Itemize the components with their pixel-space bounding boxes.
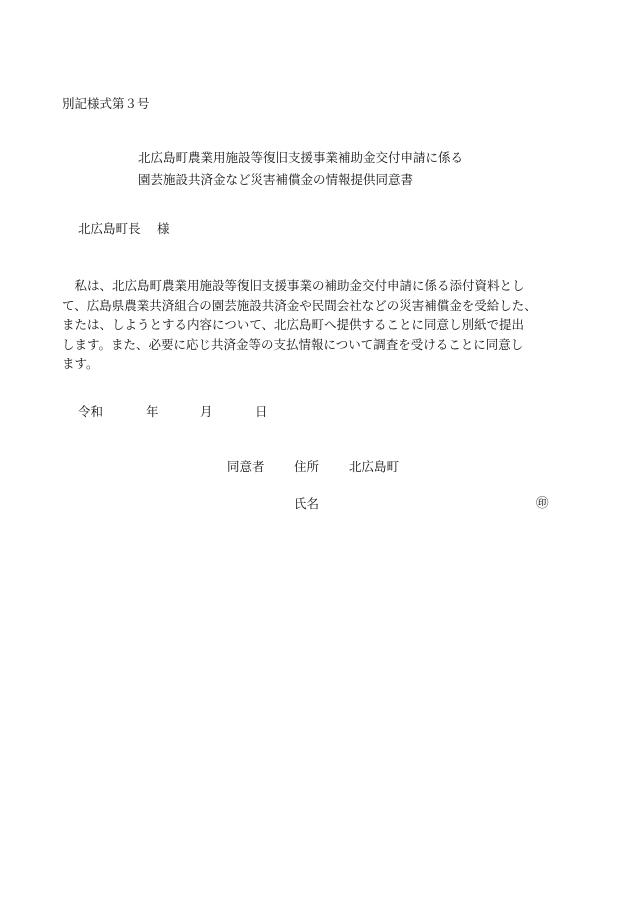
address-value: 北広島町 bbox=[349, 459, 400, 474]
date-month-label: 月 bbox=[200, 404, 213, 419]
document-title-line-2: 園芸施設共済金など災害補償金の情報提供同意書 bbox=[138, 172, 414, 187]
address-label: 住所 bbox=[294, 459, 320, 474]
consenter-label: 同意者 bbox=[227, 459, 265, 474]
body-line: て、広島県農業共済組合の園芸施設共済金や民間会社などの災害補償金を受給した、 bbox=[62, 297, 537, 313]
body-line: ます。 bbox=[62, 356, 99, 371]
seal-mark: ㊞ bbox=[536, 495, 549, 510]
form-number: 別記様式第３号 bbox=[62, 96, 150, 111]
document-title-line-1: 北広島町農業用施設等復旧支援事業補助金交付申請に係る bbox=[138, 150, 464, 165]
date-year-label: 年 bbox=[146, 404, 159, 419]
date-day-label: 日 bbox=[255, 404, 268, 419]
addressee: 北広島町長 様 bbox=[78, 221, 170, 236]
date-era: 令和 bbox=[78, 404, 104, 419]
name-label: 氏名 bbox=[294, 496, 320, 511]
body-line: または、しようとする内容について、北広島町へ提供することに同意し別紙で提出 bbox=[62, 317, 525, 332]
consent-body bbox=[62, 276, 568, 374]
body-line: 私は、北広島町農業用施設等復旧支援事業の補助金交付申請に係る添付資料とし bbox=[62, 278, 525, 293]
body-line: します。また、必要に応じ共済金等の支払情報について調査を受けることに同意し bbox=[62, 336, 524, 352]
